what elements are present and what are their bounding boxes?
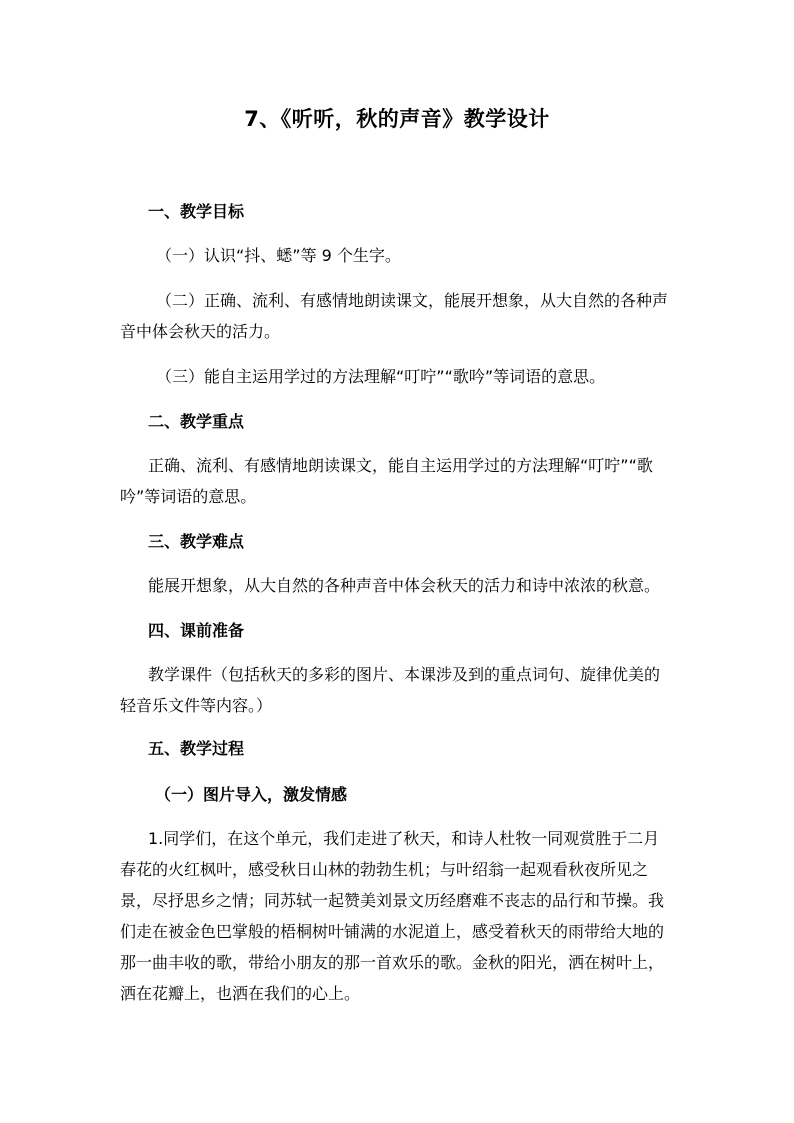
difficulties-line-1: 能展开想象，从大自然的各种声音中体会秋天的活力和诗中浓浓的秋意。 (148, 576, 661, 595)
process-p1-line-4: 们走在被金色巴掌般的梧桐树叶铺满的水泥道上，感受着秋天的雨带给大地的 (120, 922, 665, 941)
goal-item-2-line-2: 音中体会秋天的活力。 (120, 322, 281, 341)
process-p1-line-6: 洒在花瓣上，也洒在我们的心上。 (120, 984, 361, 1003)
process-paragraph-1 (120, 823, 680, 1009)
goal-item-3 (120, 361, 680, 392)
process-p1-line-3: 景，尽抒思乡之情；同苏轼一起赞美刘景文历经磨难不丧志的品行和节操。我 (120, 891, 665, 910)
process-p1-line-5: 那一曲丰收的歌，带给小朋友的那一首欢乐的歌。金秋的阳光，洒在树叶上， (120, 953, 665, 972)
key-points-paragraph (120, 450, 680, 512)
process-p1-line-1: 1.同学们，在这个单元，我们走进了秋天，和诗人杜牧一同观赏胜于二月 (148, 829, 660, 848)
document-title: 7、《听听，秋的声音》教学设计 (244, 107, 550, 131)
goal-item-1 (120, 240, 680, 271)
process-p1-line-2: 春花的火红枫叶，感受秋日山林的勃勃生机；与叶绍翁一起观看秋夜所见之 (120, 860, 649, 879)
goal-item-2 (120, 285, 680, 347)
section-heading-difficulties: 三、教学难点 (148, 532, 245, 551)
section-heading-goals: 一、教学目标 (148, 202, 245, 221)
key-points-line-2: 吟”等词语的意思。 (120, 487, 257, 506)
process-sub-heading: （一）图片导入，激发情感 (155, 785, 348, 804)
goal-item-1-text: （一）认识“抖、蟋”等 9 个生字。 (156, 246, 401, 265)
section-heading-key-points: 二、教学重点 (148, 412, 245, 431)
preparation-line-1: 教学课件（包括秋天的多彩的图片、本课涉及到的重点词句、旋律优美的 (148, 665, 661, 684)
section-heading-process: 五、教学过程 (148, 739, 245, 758)
difficulties-paragraph (120, 570, 680, 601)
goal-item-2-line-1: （二）正确、流利、有感情地朗读课文，能展开想象，从大自然的各种声 (156, 291, 669, 310)
preparation-line-2: 轻音乐文件等内容。） (120, 696, 273, 715)
preparation-paragraph (120, 659, 680, 721)
section-heading-preparation: 四、课前准备 (148, 621, 245, 640)
goal-item-3-text: （三）能自主运用学过的方法理解“叮咛”“歌吟”等词语的意思。 (156, 367, 606, 386)
key-points-line-1: 正确、流利、有感情地朗读课文，能自主运用学过的方法理解“叮咛”“歌 (148, 456, 653, 475)
